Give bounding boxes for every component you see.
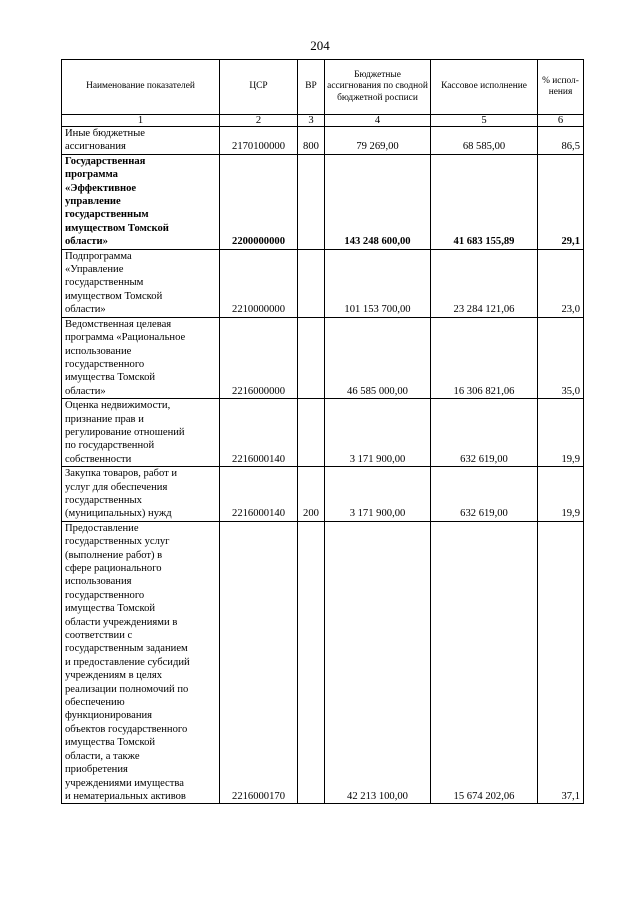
table-row — [62, 249, 584, 317]
row-vr — [298, 249, 325, 317]
row-allocations: 101 153 700,00 — [325, 249, 431, 317]
row-execution: 632 619,00 — [431, 467, 538, 522]
row-percent: 19,9 — [538, 399, 584, 467]
row-name: Предоставление государственных услуг (выполнение работ) в сфере рационального использования государственного имущества Томской области учреждениями в соответствии с государственным заданием и предоставление субсидий учреждениям в целях реализации полномочий по обеспечению функционирования объектов государственного имущества Томской области, а также приобретения учреждениями имущества и нематериальных активов — [62, 521, 220, 804]
row-allocations: 79 269,00 — [325, 127, 431, 155]
header-csr: ЦСР — [220, 60, 298, 115]
row-execution: 68 585,00 — [431, 127, 538, 155]
row-csr: 2170100000 — [220, 127, 298, 155]
header-name: Наименование показателей — [62, 60, 220, 115]
row-percent: 29,1 — [538, 154, 584, 249]
row-allocations: 42 213 100,00 — [325, 521, 431, 804]
row-name: Иные бюджетные ассигнования — [62, 127, 220, 155]
row-vr — [298, 317, 325, 398]
row-csr: 2216000170 — [220, 521, 298, 804]
row-percent: 86,5 — [538, 127, 584, 155]
column-number: 4 — [325, 115, 431, 127]
row-csr: 2200000000 — [220, 154, 298, 249]
row-csr: 2210000000 — [220, 249, 298, 317]
row-execution: 632 619,00 — [431, 399, 538, 467]
row-allocations: 3 171 900,00 — [325, 467, 431, 522]
header-percent: % испол-нения — [538, 60, 584, 115]
table-row — [62, 521, 584, 804]
row-name: Ведомственная целевая программа «Рациональное использование государственного имущества Томской области» — [62, 317, 220, 398]
column-number: 6 — [538, 115, 584, 127]
table-row — [62, 317, 584, 398]
row-allocations: 46 585 000,00 — [325, 317, 431, 398]
table-row — [62, 127, 584, 155]
row-csr: 2216000000 — [220, 317, 298, 398]
row-vr — [298, 154, 325, 249]
header-execution: Кассовое исполнение — [431, 60, 538, 115]
table-row — [62, 467, 584, 522]
table-row — [62, 399, 584, 467]
column-number: 5 — [431, 115, 538, 127]
row-percent: 35,0 — [538, 317, 584, 398]
row-vr — [298, 399, 325, 467]
header-vr: ВР — [298, 60, 325, 115]
row-allocations: 3 171 900,00 — [325, 399, 431, 467]
column-number: 3 — [298, 115, 325, 127]
column-number: 1 — [62, 115, 220, 127]
row-execution: 41 683 155,89 — [431, 154, 538, 249]
row-vr — [298, 521, 325, 804]
row-percent: 19,9 — [538, 467, 584, 522]
page-number: 204 — [310, 38, 330, 53]
row-execution: 23 284 121,06 — [431, 249, 538, 317]
row-name: Закупка товаров, работ и услуг для обеспечения государственных (муниципальных) нужд — [62, 467, 220, 522]
table-header-row — [62, 60, 584, 115]
row-vr: 200 — [298, 467, 325, 522]
row-name: Государственная программа «Эффективное управление государственным имуществом Томской области» — [62, 154, 220, 249]
row-percent: 37,1 — [538, 521, 584, 804]
row-execution: 16 306 821,06 — [431, 317, 538, 398]
row-allocations: 143 248 600,00 — [325, 154, 431, 249]
row-csr: 2216000140 — [220, 399, 298, 467]
column-number: 2 — [220, 115, 298, 127]
row-csr: 2216000140 — [220, 467, 298, 522]
table-row — [62, 154, 584, 249]
row-name: Подпрограмма «Управление государственным имуществом Томской области» — [62, 249, 220, 317]
column-numbers-row — [62, 115, 584, 127]
row-vr: 800 — [298, 127, 325, 155]
header-allocations: Бюджетные ассигнования по сводной бюджетной росписи — [325, 60, 431, 115]
row-name: Оценка недвижимости, признание прав и регулирование отношений по государственной собственности — [62, 399, 220, 467]
budget-execution-table — [61, 59, 584, 804]
row-execution: 15 674 202,06 — [431, 521, 538, 804]
row-percent: 23,0 — [538, 249, 584, 317]
